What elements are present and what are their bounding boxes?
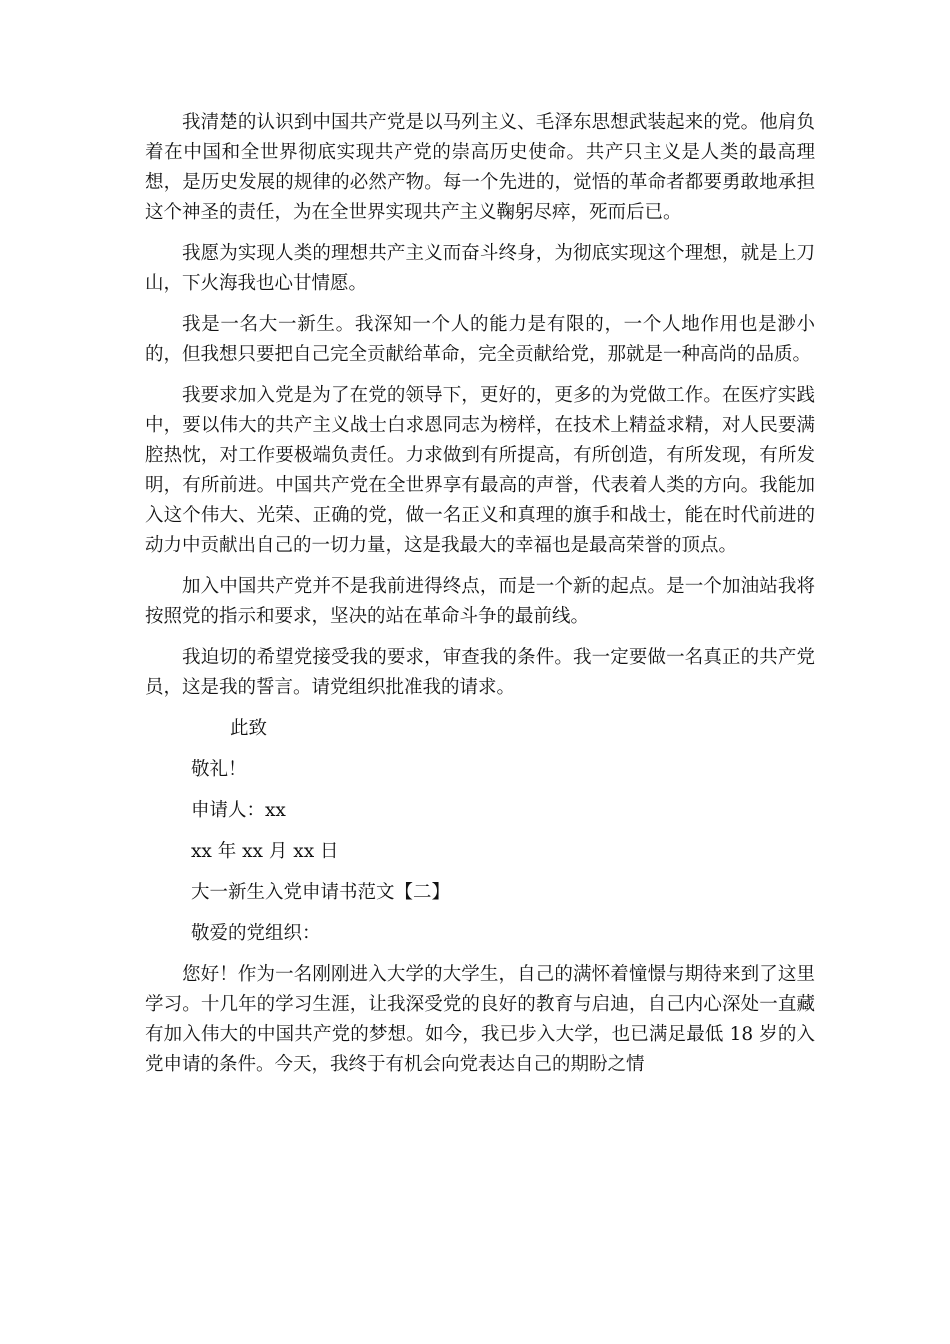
- greeting-line: 敬爱的党组织：: [191, 923, 321, 944]
- paragraph-5: 加入中国共产党并不是我前进得终点，而是一个新的起点。是一个加油站我将按照党的指示和要求，坚决的站在革命斗争的最前线。: [145, 576, 815, 627]
- paragraph-6: 我迫切的希望党接受我的要求，审查我的条件。我一定要做一名真正的共产党员，这是我的誓言。请党组织批准我的请求。: [145, 647, 815, 698]
- final-paragraph: 您好！作为一名刚刚进入大学的大学生，自己的满怀着憧憬与期待来到了这里学习。十几年的学习生涯，让我深受党的良好的教育与启迪，自己内心深处一直藏有加入伟大的中国共产党的梦想。如今，我已步入大学，也已满足最低 18 岁的入党申请的条件。今天，我终于有机会向党表达自己的期盼之情: [145, 964, 815, 1075]
- applicant-line: 申请人：xx: [191, 800, 286, 821]
- paragraph-1: 我清楚的认识到中国共产党是以马列主义、毛泽东思想武装起来的党。他肩负着在中国和全世界彻底实现共产党的崇高历史使命。共产只主义是人类的最高理想，是历史发展的规律的必然产物。每一个先进的，觉悟的革命者都要勇敢地承担这个神圣的责任，为在全世界实现共产主义鞠躬尽瘁，死而后已。: [145, 112, 815, 223]
- section-title: 大一新生入党申请书范文【二】: [191, 882, 451, 903]
- salute-line: 敬礼！: [191, 759, 247, 780]
- paragraph-3: 我是一名大一新生。我深知一个人的能力是有限的，一个人地作用也是渺小的，但我想只要把自己完全贡献给革命，完全贡献给党，那就是一种高尚的品质。: [145, 314, 815, 365]
- closing-line: 此致: [230, 718, 268, 739]
- date-line: xx 年 xx 月 xx 日: [191, 841, 339, 862]
- paragraph-2: 我愿为实现人类的理想共产主义而奋斗终身，为彻底实现这个理想，就是上刀山，下火海我也心甘情愿。: [145, 243, 815, 294]
- document-body: [145, 108, 815, 1080]
- paragraph-4: 我要求加入党是为了在党的领导下，更好的，更多的为党做工作。在医疗实践中，要以伟大的共产主义战士白求恩同志为榜样，在技术上精益求精，对人民要满腔热忱，对工作要极端负责任。力求做到有所提高，有所创造，有所发现，有所发明，有所前进。中国共产党在全世界享有最高的声誉，代表着人类的方向。我能加入这个伟大、光荣、正确的党，做一名正义和真理的旗手和战士，能在时代前进的动力中贡献出自己的一切力量，这是我最大的幸福也是最高荣誉的顶点。: [145, 385, 815, 556]
